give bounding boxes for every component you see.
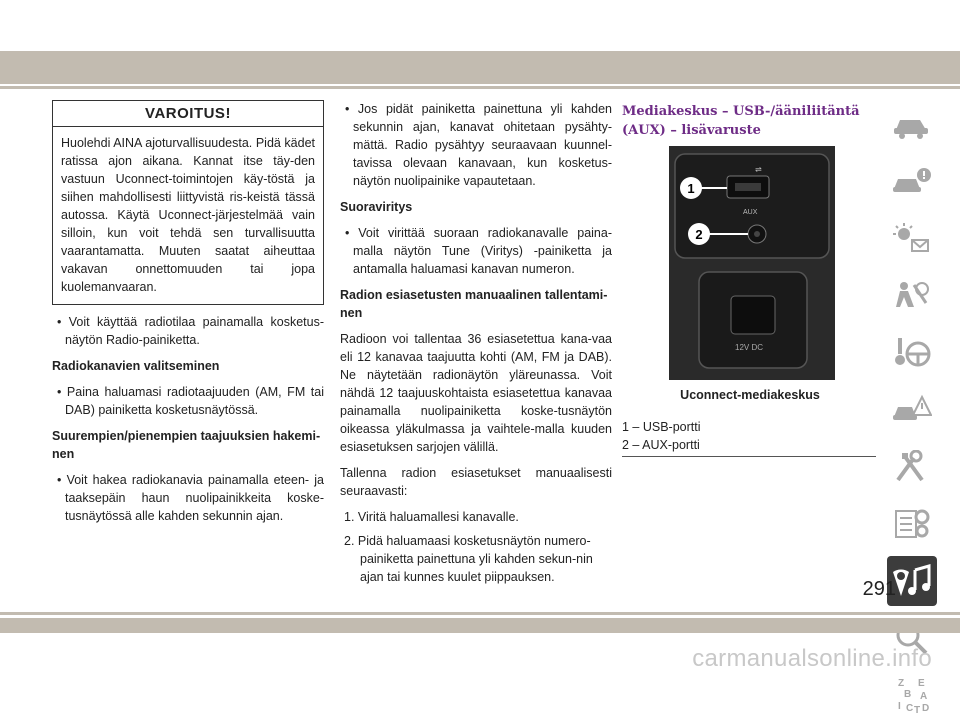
svg-text:T: T [914, 705, 921, 715]
column-3 [622, 100, 878, 457]
bottom-band [0, 618, 960, 633]
svg-text:Z: Z [898, 678, 905, 689]
photo-caption: Uconnect-mediakeskus [680, 388, 820, 402]
step-1: 1. Viritä haluamallesi kanavalle. [344, 510, 519, 524]
bullet-direct-tune: • Voit virittää suoraan radiokanavalle paina-malla näytön Tune (Viritys) -painiketta ja antamalla haluamasi kanavan numeron. [345, 226, 612, 276]
tools-icon[interactable] [887, 442, 937, 492]
warning-box [52, 100, 324, 305]
svg-text:B: B [904, 689, 912, 700]
bottom-rule [0, 612, 960, 615]
step-2: 2. Pidä haluamaasi kosketusnäytön numero-painiketta painettuna yli kahden sekun-nin ajan tai kunnes kuulet piippauksen. [344, 534, 593, 584]
para-presets-how: Tallenna radion esiasetukset manuaalisesti seuraavasti: [340, 466, 612, 498]
photo-legend [622, 418, 876, 457]
heading-select-station: Radiokanavien valitseminen [52, 359, 220, 373]
warning-title: VAROITUS! [53, 101, 323, 127]
top-band [0, 51, 960, 84]
para-presets: Radioon voi tallentaa 36 esiasetettua kana-vaa eli 12 kanavaa taajuutta kohti (AM, FM ja DAB). Ne näytetään radionäytön yläreunassa. Voit nähdä 12 taajuuskohtaista esiasetettua kanavaa painamalla nuolipainiketta koske-tusnäytön oikeassa yläkulmassa ja vaihtele-malla kuuden esiasetuksen sarjojen välillä. [340, 332, 612, 454]
bullet-seek: • Voit hakea radiokanavia painamalla eteen- ja taaksepäin haun nuolipainikkeita koske-tusnäytössä alle kahden sekunnin ajan. [57, 473, 324, 523]
svg-text:E: E [918, 678, 925, 689]
svg-text:AUX: AUX [743, 209, 758, 216]
section-title: Mediakeskus – USB-/ääniliitäntä (AUX) – lisävaruste [622, 104, 860, 138]
page-number: 291 [862, 578, 896, 600]
heading-seek: Suurempien/pienempien taajuuksien hakemi-nen [52, 429, 321, 461]
svg-text:A: A [920, 691, 928, 702]
callout-1: 1 [687, 181, 695, 196]
heading-direct-tune: Suoraviritys [340, 200, 413, 214]
media-hub-photo [669, 146, 835, 380]
airbag-safety-icon[interactable] [887, 271, 937, 321]
dashboard-lights-icon[interactable] [887, 214, 937, 264]
heading-presets: Radion esiasetusten manuaalinen tallentami-nen [340, 288, 608, 320]
bullet-band-select: • Paina haluamasi radiotaajuuden (AM, FM tai DAB) painiketta kosketusnäytössä. [57, 385, 324, 417]
svg-text:C: C [906, 703, 914, 714]
watermark: carmanualsonline.info [692, 645, 932, 672]
steering-wheel-icon[interactable] [887, 328, 937, 378]
legend-item-aux: 2 – AUX-portti [622, 438, 700, 452]
roadside-warning-icon[interactable] [887, 385, 937, 435]
svg-text:12V DC: 12V DC [735, 343, 764, 352]
svg-text:I: I [898, 701, 901, 712]
settings-list-icon[interactable] [887, 499, 937, 549]
media-hub-illustration [669, 146, 835, 380]
car-warning-icon[interactable] [887, 157, 937, 207]
column-1 [52, 100, 324, 533]
legend-item-usb: 1 – USB-portti [622, 420, 701, 434]
svg-text:⇌: ⇌ [755, 165, 762, 174]
warning-text: Huolehdi AINA ajoturvallisuudesta. Pidä kädet ratissa ajon aikana. Kannat itse täy-den vastuun Uconnect-toimintojen käy-töstä ja siihen mahdollisesti liittyvistä ris-keistä tässä autossa. Käytä Uconnect-järjestelmää vain silloin, kun voit tehdä sen turvallisuutta vaarantamatta. Muuten saatat aiheuttaa vakavan onnettomuuden tai jopa kuolemanvaaran. [61, 136, 315, 294]
callout-2: 2 [695, 227, 703, 242]
column-2 [340, 100, 612, 592]
top-rule [0, 86, 960, 89]
bullet-radio-mode: • Voit käyttää radiotilaa painamalla kosketus-näytön Radio-painiketta. [57, 315, 324, 347]
svg-text:D: D [922, 703, 930, 714]
car-info-icon[interactable] [887, 100, 937, 150]
bullet-hold-seek: • Jos pidät painiketta painettuna yli kahden sekunnin ajan, kanavat ohitetaan pysähty-mättä. Radio pysähtyy seuraavaan kuunnel-tavissa olevaan kanavaan, kun kosketus-näytön nuolipainike vapautetaan. [345, 102, 612, 188]
